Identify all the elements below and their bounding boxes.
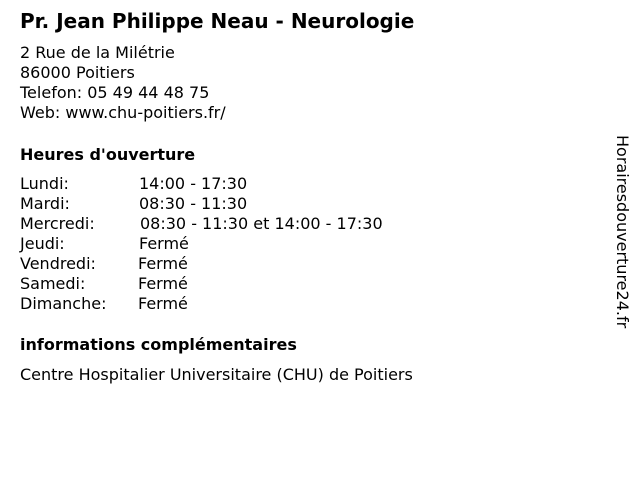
hours-time: Fermé [138, 274, 188, 293]
hours-heading: Heures d'ouverture [20, 145, 196, 164]
hours-day: Dimanche: [20, 294, 107, 313]
hours-day: Samedi: [20, 274, 86, 293]
info-text: Centre Hospitalier Universitaire (CHU) de Poitiers [20, 365, 413, 384]
page-title: Pr. Jean Philippe Neau - Neurologie [20, 9, 415, 33]
hours-time: 14:00 - 17:30 [139, 174, 248, 193]
hours-day: Lundi: [20, 174, 69, 193]
hours-day: Jeudi: [20, 234, 65, 253]
hours-time: Fermé [138, 294, 188, 313]
address-block [20, 43, 226, 123]
hours-time: Fermé [139, 234, 189, 253]
hours-time: Fermé [138, 254, 188, 273]
website: Web: www.chu-poitiers.fr/ [20, 103, 226, 122]
address-street: 2 Rue de la Milétrie [20, 43, 175, 62]
info-heading: informations complémentaires [20, 335, 297, 354]
hours-day: Mardi: [20, 194, 70, 213]
hours-day: Mercredi: [20, 214, 95, 233]
address-city: 86000 Poitiers [20, 63, 135, 82]
hours-time: 08:30 - 11:30 [139, 194, 248, 213]
phone-number: Telefon: 05 49 44 48 75 [20, 83, 210, 102]
site-watermark: Horairesdouverture24.fr [613, 135, 632, 329]
hours-time: 08:30 - 11:30 et 14:00 - 17:30 [140, 214, 383, 233]
hours-day: Vendredi: [20, 254, 96, 273]
